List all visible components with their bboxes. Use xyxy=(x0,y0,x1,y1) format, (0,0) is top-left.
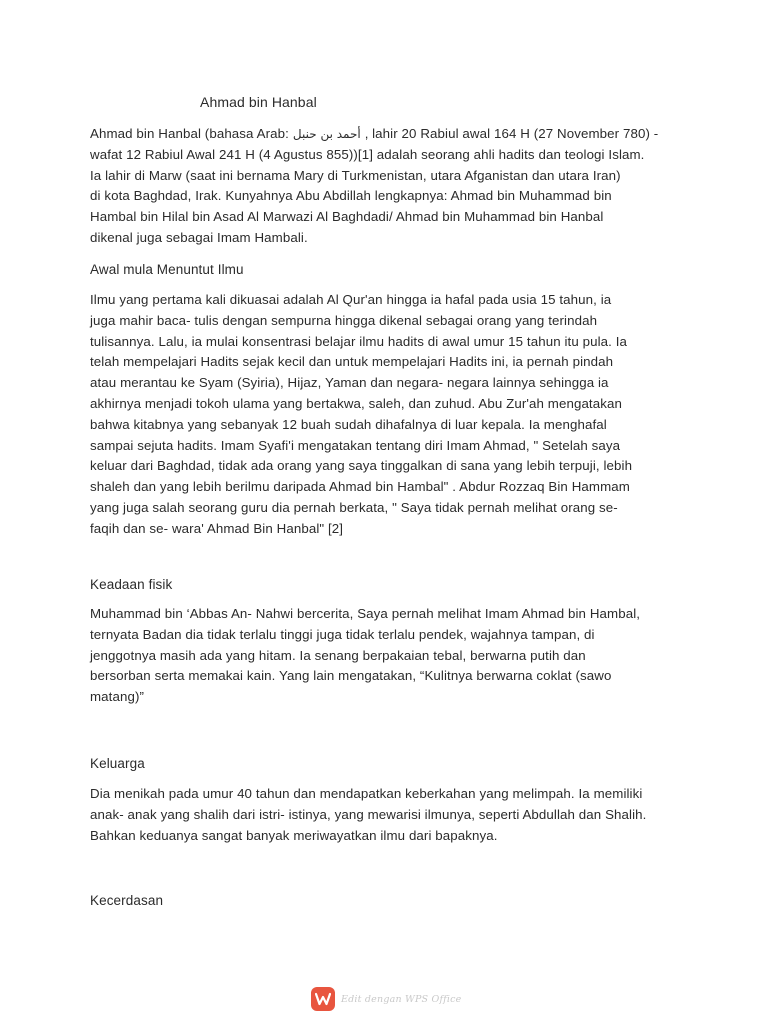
paragraph-line: akhirnya menjadi tokoh ulama yang bertakwa, saleh, dan zuhud. Abu Zur'ah mengatakan xyxy=(90,395,622,411)
section-heading: Kecerdasan xyxy=(90,893,164,908)
wps-watermark xyxy=(311,987,461,1011)
intro-paragraph xyxy=(90,124,690,249)
paragraph-line: yang juga salah seorang guru dia pernah berkata, " Saya tidak pernah melihat orang se- xyxy=(90,499,618,515)
section-heading: Keadaan fisik xyxy=(90,577,173,592)
paragraph-line: Ilmu yang pertama kali dikuasai adalah Al Qur'an hingga ia hafal pada usia 15 tahun, ia xyxy=(90,292,612,307)
paragraph-line: juga mahir baca- tulis dengan sempurna hingga dikenal sebagai orang yang terindah xyxy=(90,312,598,328)
paragraph-line: telah mempelajari Hadits sejak kecil dan untuk mempelajari Hadits ini, ia pernah pindah xyxy=(90,354,614,370)
document-title: Ahmad bin Hanbal xyxy=(200,94,317,110)
paragraph-line: dikenal juga sebagai Imam Hambali. xyxy=(90,229,308,245)
paragraph-line: atau merantau ke Syam (Syiria), Hijaz, Yaman dan negara- negara lainnya sehingga ia xyxy=(90,375,609,391)
watermark-text: Edit dengan WPS Office xyxy=(341,993,462,1005)
arabic-name: أحمد بن حنبل xyxy=(292,127,361,141)
paragraph-line: di kota Baghdad, Irak. Kunyahnya Abu Abdillah lengkapnya: Ahmad bin Muhammad bin xyxy=(90,188,612,204)
section-heading: Awal mula Menuntut Ilmu xyxy=(90,262,244,277)
section-heading: Keluarga xyxy=(90,756,145,771)
paragraph-line: Ahmad bin Hanbal (bahasa Arab: أحمد بن حنبل , lahir 20 Rabiul awal 164 H (27 November 780) - xyxy=(90,126,659,141)
paragraph-line: ternyata Badan dia tidak terlalu tinggi juga tidak terlalu pendek, wajahnya tampan, di xyxy=(90,626,595,642)
paragraph-line: Bahkan keduanya sangat banyak meriwayatkan ilmu dari bapaknya. xyxy=(90,827,498,843)
section-paragraph xyxy=(90,784,690,846)
wps-logo-icon xyxy=(311,987,335,1011)
section-paragraph xyxy=(90,604,690,708)
paragraph-line: tulisannya. Lalu, ia mulai konsentrasi belajar ilmu hadits di awal umur 15 tahun itu pula. Ia xyxy=(90,333,628,349)
paragraph-line: matang)” xyxy=(90,689,145,705)
paragraph-line: Dia menikah pada umur 40 tahun dan mendapatkan keberkahan yang melimpah. Ia memiliki xyxy=(90,786,643,801)
paragraph-line: anak- anak yang shalih dari istri- istinya, yang mewarisi ilmunya, seperti Abdullah dan Shalih. xyxy=(90,806,647,822)
paragraph-line: Muhammad bin ‘Abbas An- Nahwi bercerita, Saya pernah melihat Imam Ahmad bin Hambal, xyxy=(90,606,641,621)
paragraph-line: wafat 12 Rabiul Awal 241 H (4 Agustus 855))[1] adalah seorang ahli hadits dan teologi Islam. xyxy=(90,146,645,162)
paragraph-line: keluar dari Baghdad, tidak ada orang yang saya tinggalkan di sana yang lebih terpuji, lebih xyxy=(90,458,633,474)
paragraph-line: Ia lahir di Marw (saat ini bernama Mary di Turkmenistan, utara Afganistan dan utara Iran) xyxy=(90,167,621,183)
paragraph-line: faqih dan se- wara' Ahmad Bin Hanbal" [2] xyxy=(90,520,344,536)
paragraph-line: shaleh dan yang lebih berilmu daripada Ahmad bin Hambal" . Abdur Rozzaq Bin Hammam xyxy=(90,479,630,495)
paragraph-line: bersorban serta memakai kain. Yang lain mengatakan, “Kulitnya berwarna coklat (sawo xyxy=(90,668,612,684)
section-paragraph xyxy=(90,290,690,540)
paragraph-line: sampai sejuta hadits. Imam Syafi'i mengatakan tentang diri Imam Ahmad, " Setelah saya xyxy=(90,437,621,453)
paragraph-line: Hambal bin Hilal bin Asad Al Marwazi Al Baghdadi/ Ahmad bin Muhammad bin Hanbal xyxy=(90,209,604,225)
paragraph-line: bahwa kitabnya yang sebanyak 12 buah sudah dihafalnya di luar kepala. Ia menghafal xyxy=(90,416,607,432)
paragraph-line: jenggotnya masih ada yang hitam. Ia senang berpakaian tebal, berwarna putih dan xyxy=(90,647,586,663)
